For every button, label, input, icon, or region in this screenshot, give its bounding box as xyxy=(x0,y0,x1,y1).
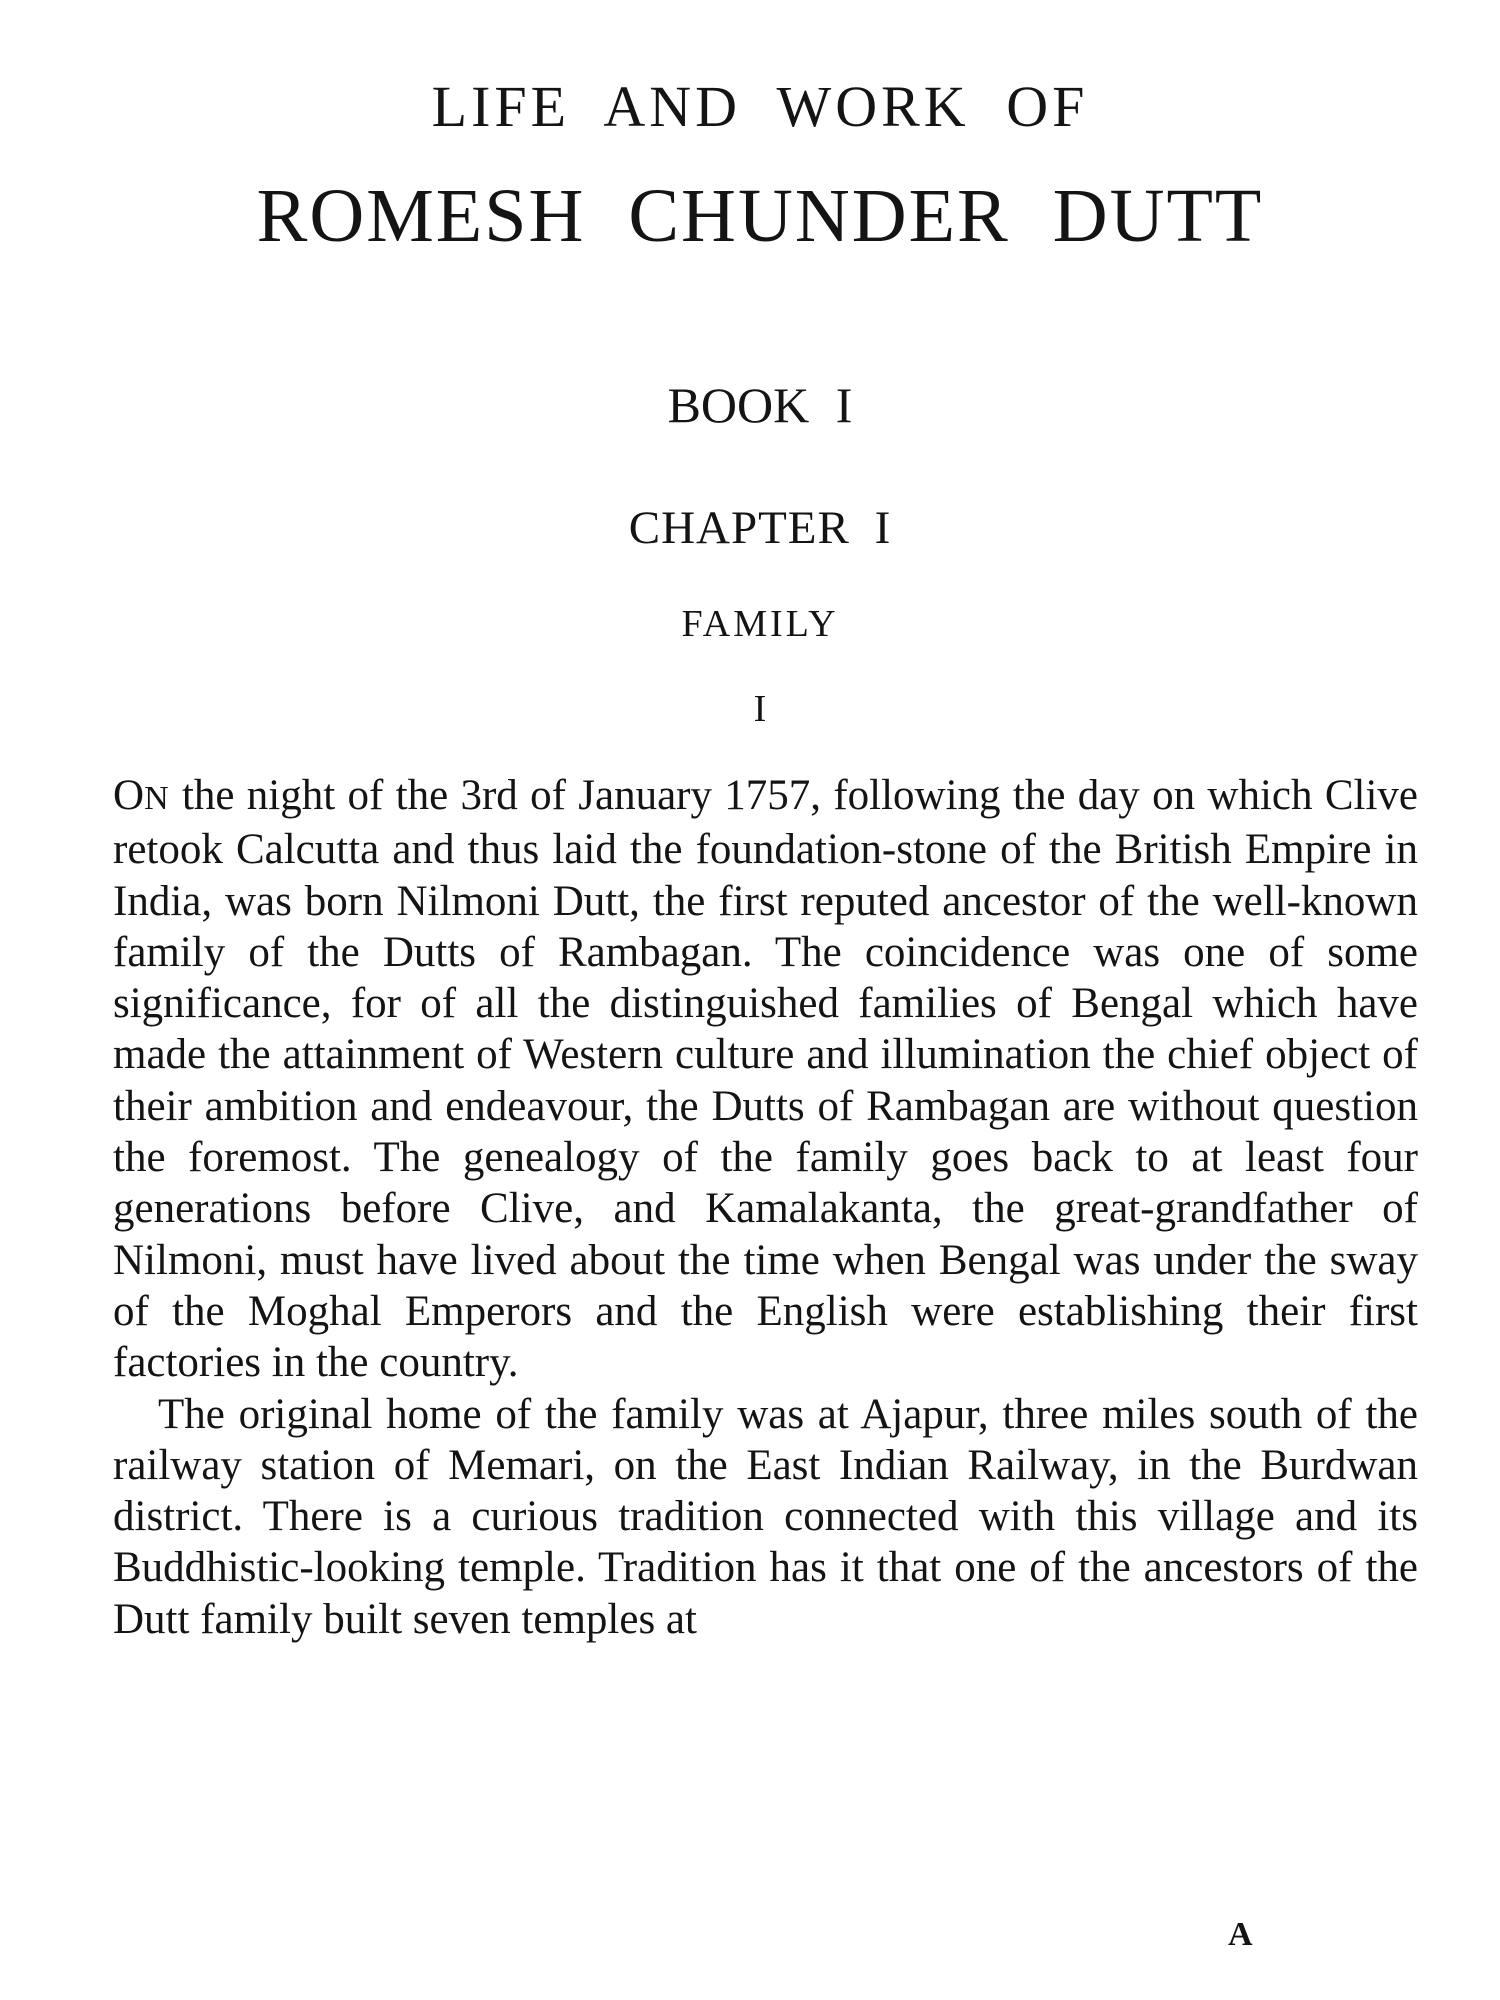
book-title-line-1: LIFE AND WORK OF xyxy=(431,74,1089,139)
opening-capital: O xyxy=(113,772,145,819)
body-text xyxy=(113,770,1418,1645)
opening-small-caps: N xyxy=(144,780,170,817)
chapter-heading: CHAPTER I xyxy=(628,502,892,554)
signature-mark: A xyxy=(1228,1916,1253,1953)
paragraph-2-text: The original home of the family was at Ajapur, three miles south of the railway station of Memari, on the East Indian Railway, in the Burdwan district. There is a curious tradition connected with this village and its Buddhistic-looking temple. Tradition has it that one of the ancestors of the Dutt family built seven temples at xyxy=(113,1390,1418,1643)
book-heading: BOOK I xyxy=(667,377,853,433)
paragraph-2 xyxy=(113,1389,1418,1645)
book-title-line-2: ROMESH CHUNDER DUTT xyxy=(256,174,1264,258)
paragraph-1 xyxy=(113,770,1418,1389)
chapter-subtitle: FAMILY xyxy=(681,603,839,645)
paragraph-1-text: the night of the 3rd of January 1757, following the day on which Clive retook Calcutta and thus laid the foundation-stone of the British Empire in India, was born Nilmoni Dutt, the first reputed ancestor of the well-known family of the Dutts of Rambagan. The coincidence was one of some significance, for of all the distinguished families of Bengal which have made the attainment of Western culture and illumination the chief object of their ambition and endeavour, the Dutts of Rambagan are without question the foremost. The genealogy of the family goes back to at least four generations before Clive, and Kamalakanta, the great-grandfather of Nilmoni, must have lived about the time when Bengal was under the sway of the Moghal Emperors and the English were establishing their first factories in the country. xyxy=(113,772,1418,1387)
section-number: I xyxy=(753,688,767,730)
